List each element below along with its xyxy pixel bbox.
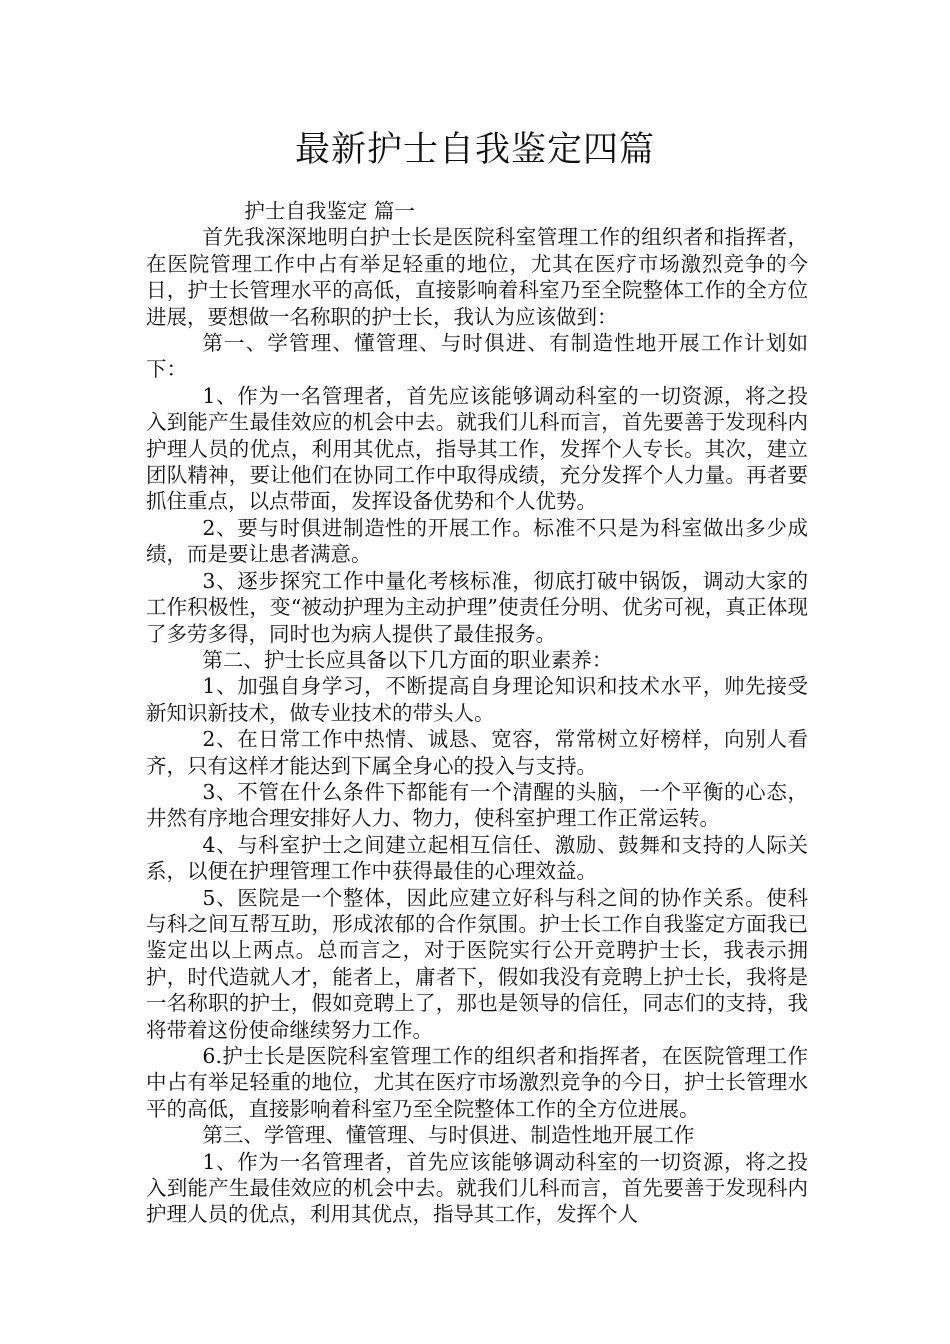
paragraph: 1、作为一名管理者，首先应该能够调动科室的一切资源，将之投入到能产生最佳效应的机会中去。就我们儿科而言，首先要善于发现科内护理人员的优点，利用其优点，指导其工作，发挥个人: [146, 1149, 808, 1227]
paragraph: 1、加强自身学习，不断提高自身理论知识和技术水平，帅先接受新知识新技术，做专业技术的带头人。: [146, 674, 808, 725]
paragraph: 5、医院是一个整体，因此应建立好科与科之间的协作关系。使科与科之间互帮互助，形成浓郁的合作氛围。护士长工作自我鉴定方面我已鉴定出以上两点。总而言之，对于医院实行公开竞聘护士长，我表示拥护，时代造就人才，能者上，庸者下，假如我没有竞聘上护士长，我将是一名称职的护士，假如竞聘上了，那也是领导的信任，同志们的支持，我将带着这份使命继续努力工作。: [146, 885, 808, 1042]
section-heading: 第三、学管理、懂管理、与时俱进、制造性地开展工作: [202, 1123, 695, 1148]
paragraph: 2、在日常工作中热情、诚恳、宽容，常常树立好榜样，向别人看齐，只有这样才能达到下属全身心的投入与支持。: [146, 727, 808, 778]
paragraph: 首先我深深地明白护士长是医院科室管理工作的组织者和指挥者，在医院管理工作中占有举足轻重的地位，尤其在医疗市场激烈竞争的今日，护士长管理水平的高低，直接影响着科室乃至全院整体工作的全方位进展，要想做一名称职的护士长，我认为应该做到：: [146, 225, 808, 329]
paragraph: 1、作为一名管理者，首先应该能够调动科室的一切资源，将之投入到能产生最佳效应的机会中去。就我们儿科而言，首先要善于发现科内护理人员的优点，利用其优点，指导其工作，发挥个人专长。其次，建立团队精神，要让他们在协同工作中取得成绩，充分发挥个人力量。再者要抓住重点，以点带面，发挥设备优势和个人优势。: [146, 383, 808, 514]
paragraph: 3、逐步探究工作中量化考核标准，彻底打破中锅饭，调动大家的工作积极性，变“被动护理为主动护理”使责任分明、优劣可视，真正体现了多劳多得，同时也为病人提供了最佳报务。: [146, 568, 808, 646]
paragraph: 4、与科室护士之间建立起相互信任、激励、鼓舞和支持的人际关系，以便在护理管理工作中获得最佳的心理效益。: [146, 832, 808, 884]
document-body: [146, 198, 808, 1228]
paragraph: 2、要与时俱进制造性的开展工作。标准不只是为科室做出多少成绩，而是要让患者满意。: [146, 515, 808, 567]
paragraph: 6.护士长是医院科室管理工作的组织者和指挥者，在医院管理工作中占有举足轻重的地位，尤其在医疗市场激烈竞争的今日，护士长管理水平的高低，直接影响着科室乃至全院整体工作的全方位进展。: [146, 1044, 808, 1121]
paragraph: 3、不管在什么条件下都能有一个清醒的头脑，一个平衡的心态，井然有序地合理安排好人力、物力，使科室护理工作正常运转。: [146, 779, 808, 831]
section-heading: 第一、学管理、懂管理、与时俱进、有制造性地开展工作计划如下：: [146, 331, 808, 382]
section-subtitle: 护士自我鉴定 篇一: [244, 199, 415, 223]
section-heading: 第二、护士长应具备以下几方面的职业素养：: [202, 647, 613, 672]
document-title: 最新护士自我鉴定四篇: [294, 130, 655, 170]
